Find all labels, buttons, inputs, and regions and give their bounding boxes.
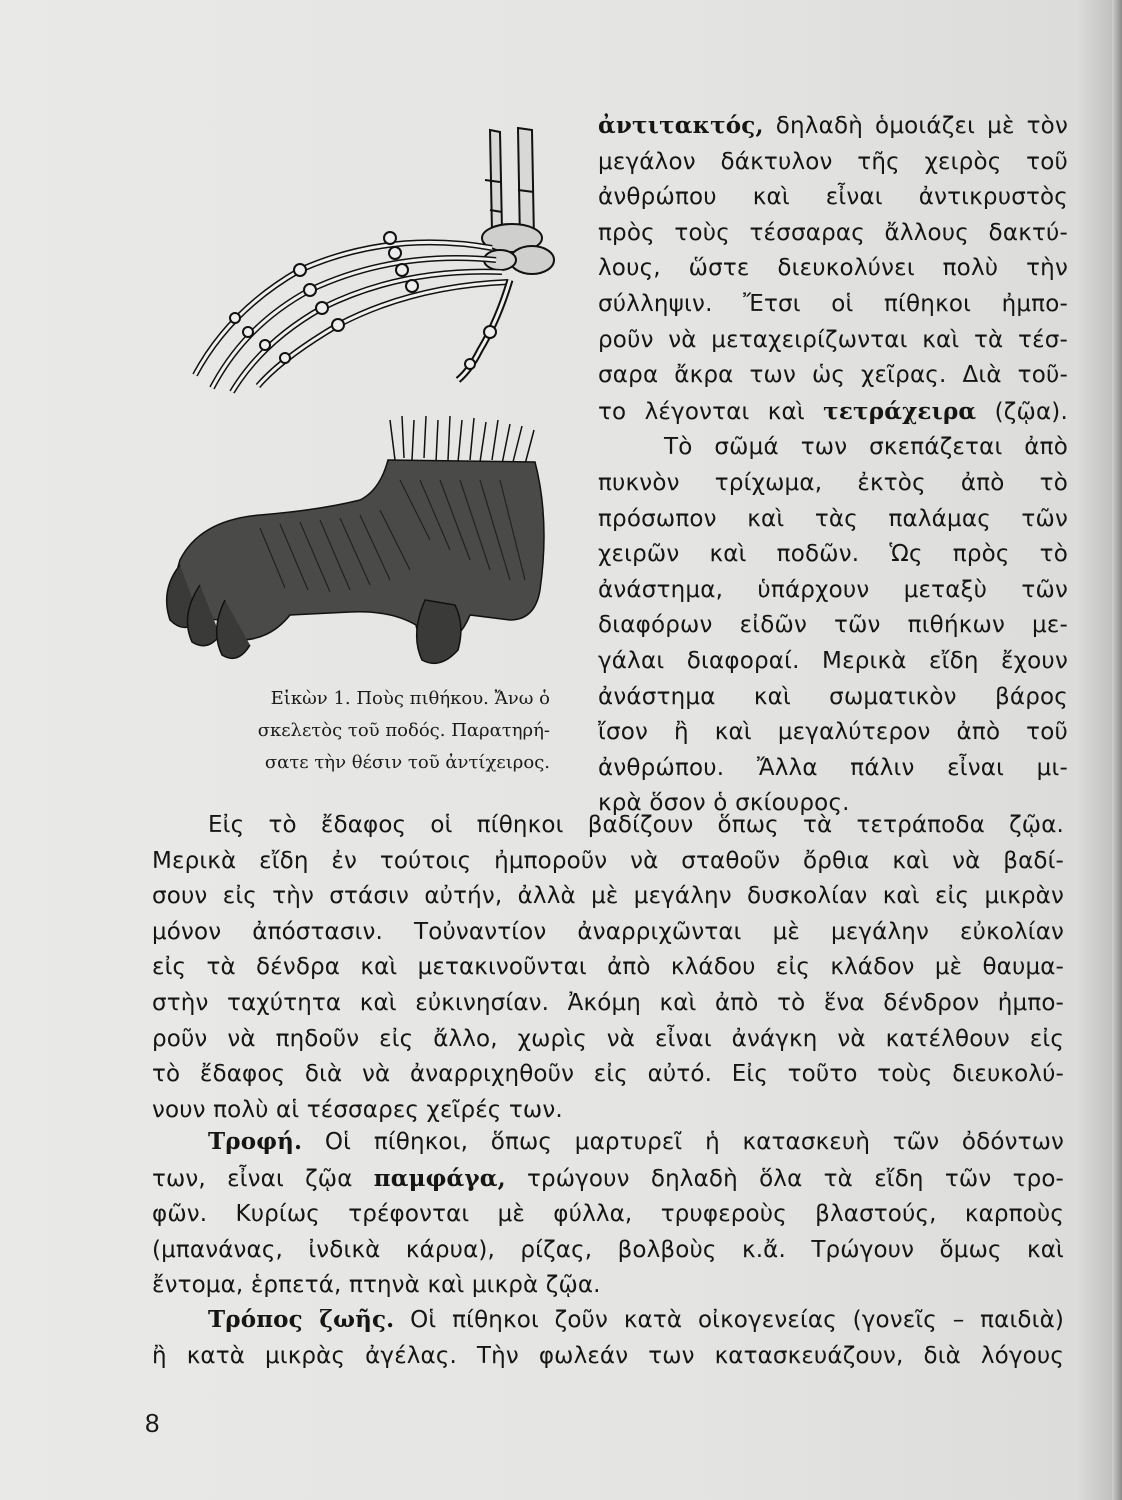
text-line: κρὰ ὅσον ὁ σκίουρος.: [598, 790, 850, 817]
text-line: [152, 1124, 1064, 1161]
text-line: ἀνάστημα καὶ σωματικὸν βάρος: [598, 683, 1068, 710]
text-run: Οἱ πίθηκοι, ὅπως μαρτυρεῖ ἡ κατασκευὴ τῶν ὀδόντων: [302, 1129, 1064, 1155]
text-line: Τὸ σῶμά των σκεπάζεται ἀπὸ: [664, 434, 1068, 461]
text-line: γάλαι διαφοραί. Μερικὰ εἴδη ἔχουν: [598, 647, 1068, 674]
text-line: στὴν ταχύτητα καὶ εὐκινησίαν. Ἀκόμη καὶ ἀπὸ τὸ ἕνα δένδρον ἠμπο-: [152, 989, 1064, 1016]
text-line: ἢ κατὰ μικρὰς ἀγέλας. Τὴν φωλεάν των κατασκευάζουν, διὰ λόγους: [152, 1342, 1064, 1369]
text-line: (μπανάνας, ἰνδικὰ κάρυα), ρίζας, βολβοὺς κ.ἄ. Τρώγουν ὅμως καὶ: [152, 1236, 1064, 1263]
text-line: Εἰς τὸ ἔδαφος οἱ πίθηκοι βαδίζουν ὅπως τὰ τετράποδα ζῷα.: [208, 812, 1064, 838]
text-line: σαρα ἄκρα των ὡς χεῖρας. Διὰ τοῦ-: [598, 362, 1068, 389]
text-run: Οἱ πίθηκοι ζοῦν κατὰ οἰκογενείας (γονεῖς – παιδιὰ): [394, 1307, 1065, 1333]
text-line: διαφόρων εἰδῶν τῶν πιθήκων με-: [598, 612, 1068, 639]
bold-term: ἀντιτακτός,: [598, 112, 764, 139]
text-line: σουν εἰς τὴν στάσιν αὐτήν, ἀλλὰ μὲ μεγάλην δυσκολίαν καὶ εἰς μικρὰν: [152, 883, 1064, 910]
foot-skeleton-drawing: [195, 128, 554, 392]
right-column-text: [598, 108, 1068, 822]
monkey-foot-illustration: [140, 120, 560, 680]
caption-line: σκελετὸς τοῦ ποδός. Παρατηρή-: [257, 720, 550, 741]
text-line: μεγάλον δάκτυλον τῆς χειρὸς τοῦ: [598, 148, 1068, 175]
text-line: χειρῶν καὶ ποδῶν. Ὡς πρὸς τὸ: [598, 541, 1068, 568]
text-run: τρώγουν δηλαδὴ ὅλα τὰ εἴδη τῶν τρο-: [505, 1165, 1064, 1192]
bold-term: παμφάγα,: [373, 1164, 506, 1192]
text-run: (ζῷα).: [976, 398, 1068, 425]
text-line: ἀνθρώπου καὶ εἶναι ἀντικρυστὸς: [598, 184, 1068, 211]
section-heading: Τρόπος ζωῆς.: [208, 1306, 395, 1333]
text-run: δηλαδὴ ὁμοιάζει μὲ τὸν: [763, 113, 1068, 139]
text-line: [598, 394, 1068, 431]
paragraph-locomotion: [152, 808, 1064, 1128]
text-line: πρόσωπον καὶ τὰς παλάμας τῶν: [598, 505, 1068, 532]
text-run: το λέγονται καὶ: [598, 398, 824, 425]
page-edge: [1112, 0, 1122, 1500]
paragraph-way-of-life: [152, 1302, 1064, 1374]
text-line: ροῦν νὰ μεταχειρίζωνται καὶ τὰ τέσ-: [598, 326, 1068, 353]
text-line: ἴσον ἢ καὶ μεγαλύτερον ἀπὸ τοῦ: [598, 719, 1068, 746]
page-number: 8: [145, 1408, 160, 1438]
section-heading: Τροφή.: [208, 1128, 303, 1155]
text-line: μόνον ἀπόστασιν. Τοὐναντίον ἀναρριχῶνται μὲ μεγάλην εὐκολίαν: [152, 918, 1064, 945]
hairy-foot-drawing: [167, 416, 544, 663]
text-line: φῶν. Κυρίως τρέφονται μὲ φύλλα, τρυφεροὺς βλαστούς, καρποὺς: [152, 1201, 1064, 1228]
text-line: [152, 1161, 1064, 1198]
text-line: πρὸς τοὺς τέσσαρας ἄλλους δακτύ-: [598, 219, 1068, 246]
text-line: ἔντομα, ἑρπετά, πτηνὰ καὶ μικρὰ ζῷα.: [152, 1272, 601, 1299]
text-line: ἀνθρώπου. Ἄλλα πάλιν εἶναι μι-: [598, 754, 1068, 781]
text-line: ἀνάστημα, ὑπάρχουν μεταξὺ τῶν: [598, 576, 1068, 603]
text-line: λους, ὥστε διευκολύνει πολὺ τὴν: [598, 255, 1068, 282]
figure-caption: [150, 683, 550, 779]
text-line: [152, 1302, 1064, 1339]
paragraph-food: [152, 1124, 1064, 1304]
text-run: των, εἶναι ζῷα: [152, 1165, 374, 1192]
caption-line: σατε τὴν θέσιν τοῦ ἀντίχειρος.: [264, 752, 550, 773]
caption-line: Εἰκὼν 1. Ποὺς πιθήκου. Ἄνω ὁ: [270, 688, 550, 709]
text-line: τὸ ἔδαφος διὰ νὰ ἀναρριχηθοῦν εἰς αὐτό. Εἰς τοῦτο τοὺς διευκολύ-: [152, 1061, 1064, 1088]
text-line: ροῦν νὰ πηδοῦν εἰς ἄλλο, χωρὶς νὰ εἶναι ἀνάγκη νὰ κατέλθουν εἰς: [152, 1025, 1064, 1052]
text-line: πυκνὸν τρίχωμα, ἐκτὸς ἀπὸ τὸ: [598, 469, 1068, 496]
text-line: εἰς τὰ δένδρα καὶ μετακινοῦνται ἀπὸ κλάδου εἰς κλάδον μὲ θαυμα-: [152, 954, 1064, 981]
text-line: Μερικὰ εἴδη ἐν τούτοις ἠμποροῦν νὰ σταθοῦν ὄρθια καὶ νὰ βαδί-: [152, 847, 1064, 874]
bold-term: τετράχειρα: [823, 397, 977, 425]
text-line: [598, 108, 1068, 145]
text-line: σύλληψιν. Ἔτσι οἱ πίθηκοι ἠμπο-: [598, 290, 1068, 317]
text-line: νουν πολὺ αἱ τέσσαρες χεῖρές των.: [152, 1096, 563, 1123]
